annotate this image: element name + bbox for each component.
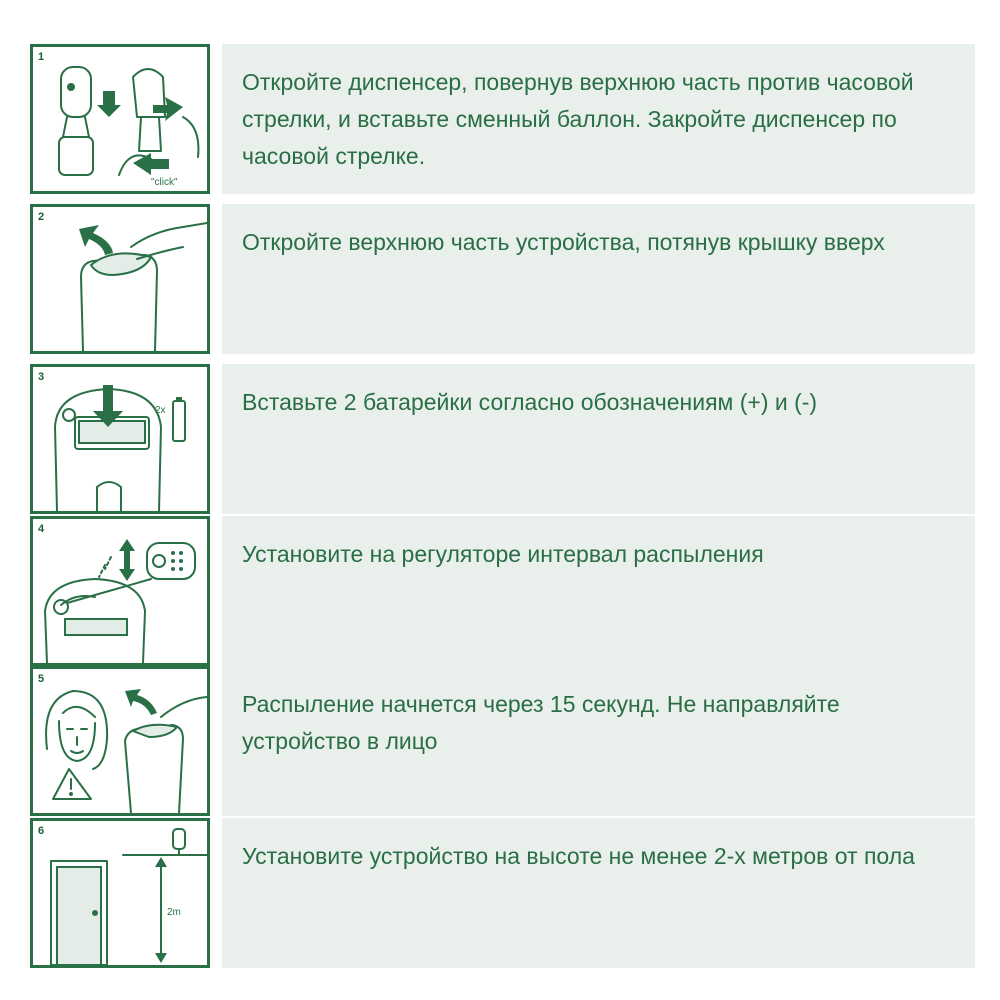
step-5-text: Распыление начнется через 15 секунд. Не направляйте устройство в лицо [242,691,840,754]
step-6-illustration [30,818,210,968]
step-number: 3 [38,371,45,383]
step-6-text: Установите устройство на высоте не менее 2-х метров от пола [242,843,915,869]
mounting-height-icon [33,821,207,965]
click-caption: "click" [151,177,178,188]
face-warning-icon [33,669,207,813]
step-3-text: Вставьте 2 батарейки согласно обозначениям (+) и (-) [242,389,818,415]
dispenser-refill-icon [33,47,207,191]
step-2-panel [222,204,975,354]
step-1-text: Откройте диспенсер, повернув верхнюю часть против часовой стрелки, и вставьте сменный баллон. Закройте диспенсер по часовой стрелке. [242,69,914,169]
step-number: 2 [38,211,45,223]
step-5-illustration [30,666,210,816]
step-1-illustration [30,44,210,194]
battery-insert-icon [33,367,207,511]
step-4-text: Установите на регуляторе интервал распыления [242,541,764,567]
step-4-panel [222,516,975,666]
step-3-panel [222,364,975,514]
step-number: 1 [38,51,45,63]
step-number: 5 [38,673,45,685]
step-6-panel [222,818,975,968]
interval-regulator-icon [33,519,207,663]
height-caption: 2m [167,907,181,918]
battery-count-caption: 2x [155,405,166,416]
step-2-text: Откройте верхнюю часть устройства, потянув крышку вверх [242,229,885,255]
step-2-illustration [30,204,210,354]
open-lid-icon [33,207,207,351]
step-number: 6 [38,825,45,837]
step-1-panel [222,44,975,194]
step-3-illustration [30,364,210,514]
step-number: 4 [38,523,45,535]
step-4-illustration [30,516,210,666]
step-5-panel [222,666,975,816]
